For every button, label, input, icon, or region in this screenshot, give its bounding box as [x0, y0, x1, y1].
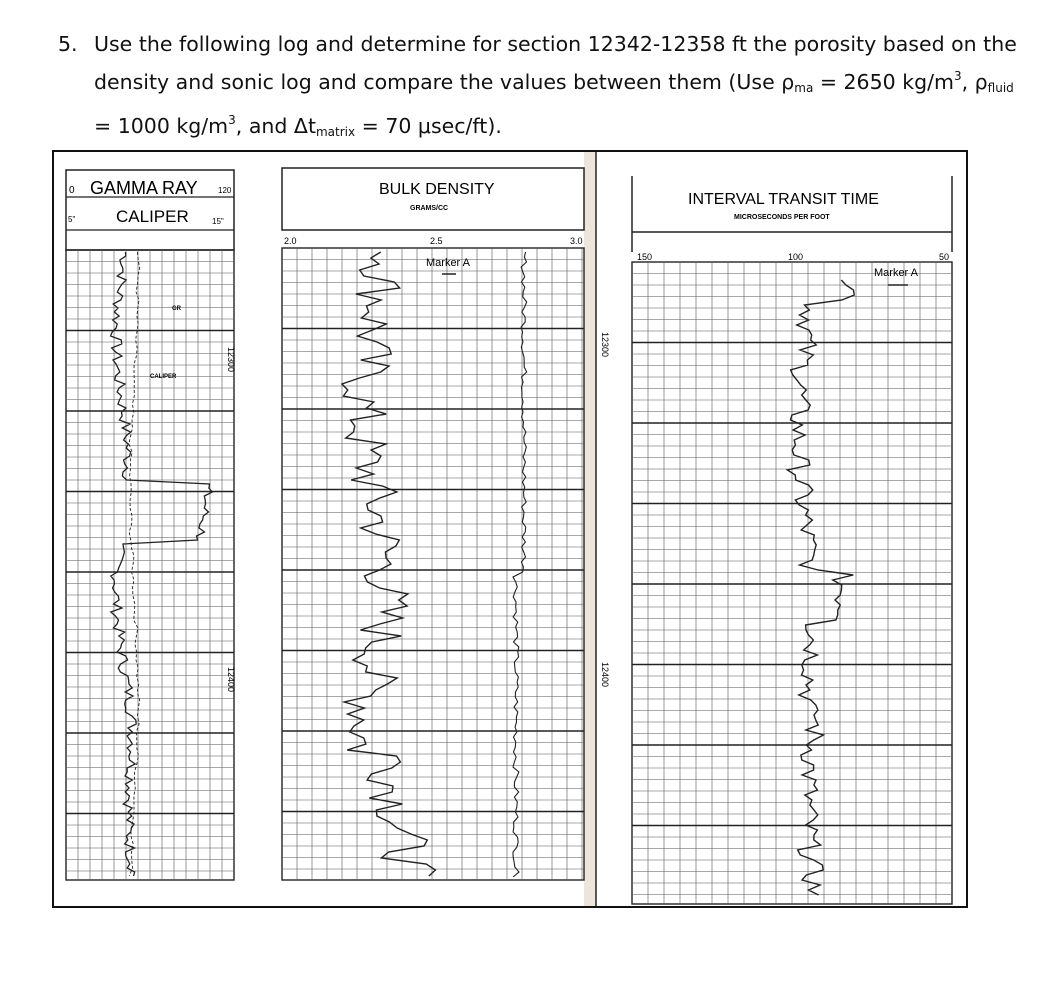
separator-1: , — [961, 70, 975, 94]
rho-fluid-subscript: fluid — [987, 81, 1014, 95]
density-scale-left: 2.0 — [284, 236, 297, 246]
depth-label-12400-right: 12400 — [600, 662, 610, 688]
transit-time-title: INTERVAL TRANSIT TIME — [688, 191, 879, 208]
bulk-density-curve — [342, 252, 436, 876]
rho-ma-symbol: ρ — [781, 70, 795, 94]
rho-fluid-exponent: 3 — [228, 113, 236, 127]
bulk-density-grid — [282, 248, 584, 880]
sonic-scale-right: 50 — [939, 252, 950, 262]
depth-label-12300-right: 12300 — [600, 332, 610, 358]
well-log-figure — [52, 150, 968, 908]
caliper-title: CALIPER — [116, 207, 189, 226]
rho-fluid-value: = 1000 kg/m — [94, 114, 229, 138]
gamma-ray-grid — [66, 250, 234, 880]
bulk-density-header — [282, 168, 584, 246]
sonic-marker-a: Marker A — [874, 267, 919, 279]
scan-shadow — [584, 152, 596, 906]
rho-ma-exponent: 3 — [953, 69, 962, 83]
question-text — [94, 28, 1018, 148]
gamma-scale-left: 0 — [69, 185, 75, 196]
bulk-density-title: BULK DENSITY — [379, 181, 495, 198]
rho-ma-subscript: ma — [794, 81, 814, 95]
rho-ma-value: = 2650 kg/m — [813, 70, 954, 94]
bulk-density-units: GRAMS/CC — [410, 205, 449, 212]
question-number: 5. — [58, 32, 78, 56]
transit-time-units: MICROSECONDS PER FOOT — [734, 214, 830, 221]
density-header-box — [282, 168, 584, 230]
density-scale-mid: 2.5 — [430, 236, 443, 246]
well-log-image — [54, 152, 966, 906]
question-block — [58, 28, 1018, 148]
dt-matrix-value: = 70 μsec/ft). — [355, 114, 502, 138]
dt-matrix-symbol: Δt — [293, 114, 316, 138]
sonic-scale-mid: 100 — [788, 252, 804, 262]
gamma-ray-title: GAMMA RAY — [90, 178, 198, 198]
density-marker-a: Marker A — [426, 257, 471, 269]
dt-matrix-subscript: matrix — [315, 125, 356, 139]
gamma-ray-header — [66, 170, 234, 250]
density-correction-curve — [513, 252, 527, 877]
caliper-curve-label: CALIPER — [150, 374, 177, 380]
depth-label-12400-left: 12400 — [226, 667, 236, 693]
depth-label-12300-left: 12300 — [226, 347, 236, 373]
rho-fluid-symbol: ρ — [974, 70, 988, 94]
gr-curve-label: GR — [172, 306, 181, 312]
density-scale-right: 3.0 — [570, 236, 583, 246]
transit-time-header — [632, 176, 952, 262]
question-intro: Use the following log and determine for section 12342-12358 ft the porosity based on the density and sonic log and compare the values between them (Use — [94, 32, 1017, 94]
caliper-scale-right: 15" — [212, 217, 224, 226]
transit-time-grid — [632, 262, 952, 904]
sonic-scale-left: 150 — [637, 252, 653, 262]
caliper-scale-left: 5" — [68, 215, 76, 224]
separator-2: , and — [235, 114, 294, 138]
gamma-scale-right: 120 — [218, 186, 232, 195]
